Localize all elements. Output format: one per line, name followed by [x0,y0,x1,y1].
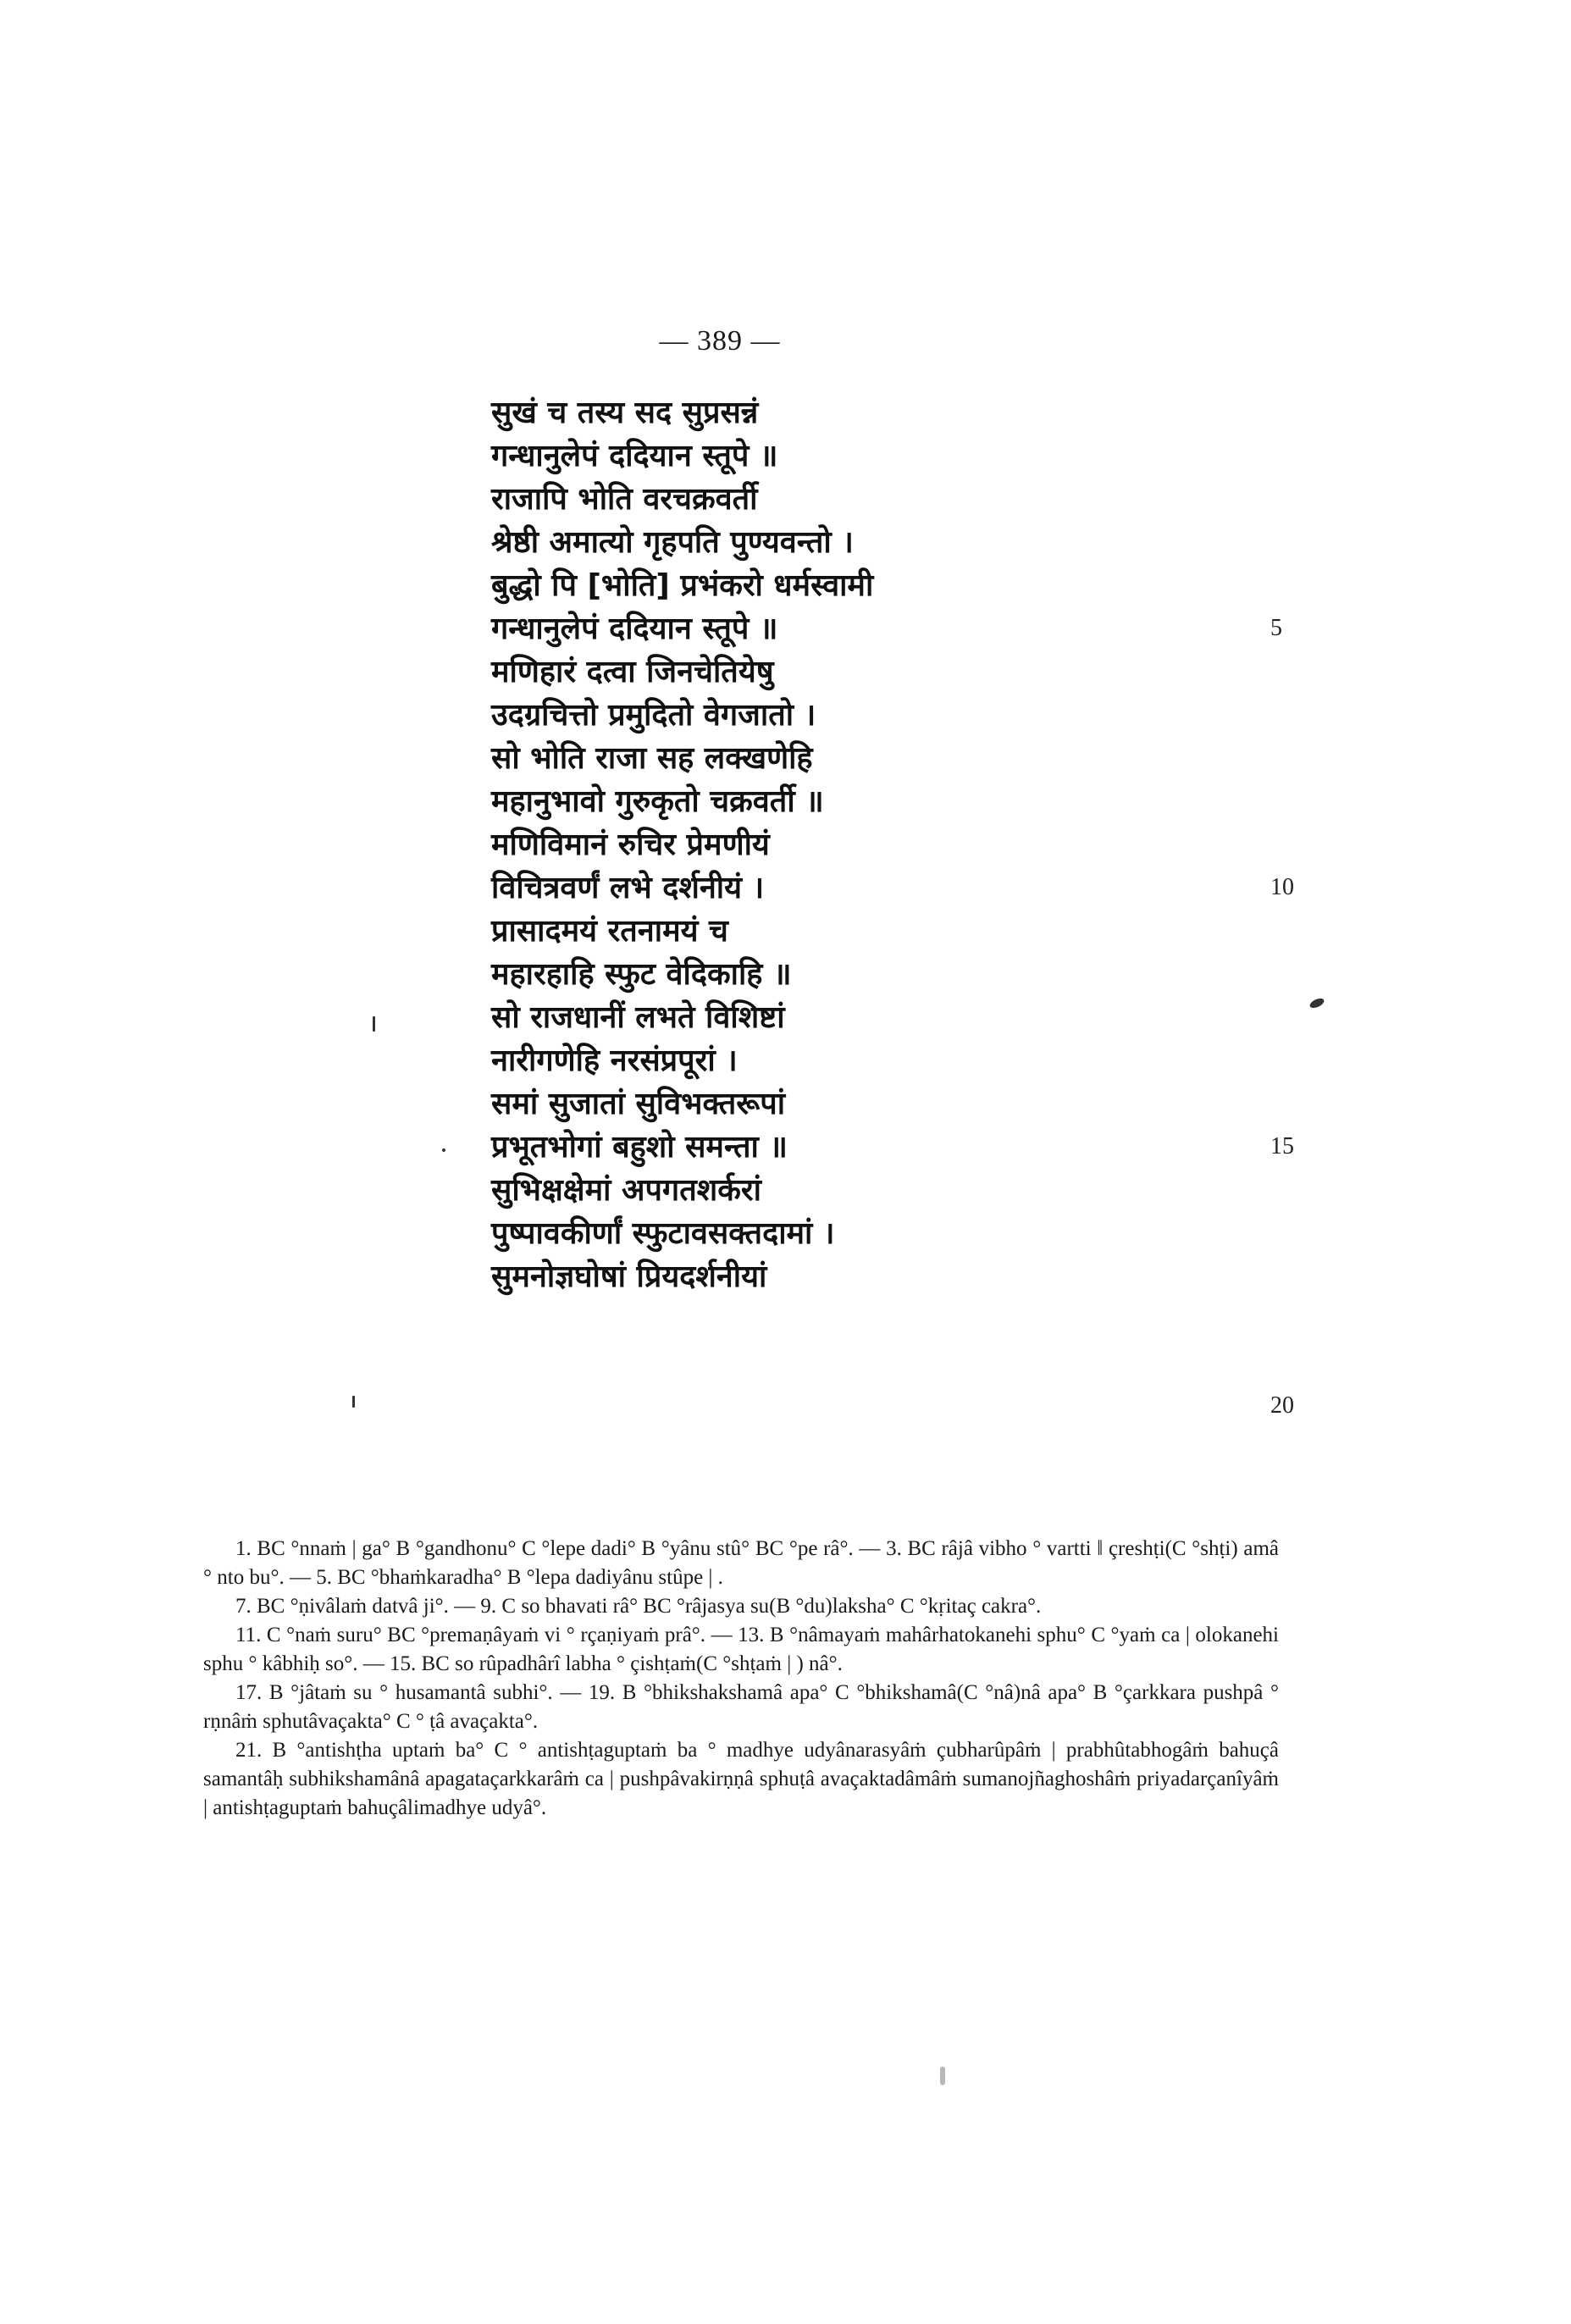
verse-line: नारीगणेहि नरसंप्रपूरां । [491,1043,738,1078]
verse-line: विचित्रवर्णं लभे दर्शनीयं । [491,871,765,905]
page-number: — 389 — [659,325,781,357]
verse-line: सो भोति राजा सह लक्खणेहि [491,741,813,776]
footnote: 21. B °antishṭha uptaṁ ba° C ° antishṭaguptaṁ ba ° madhye udyânarasyâṁ çubharûpâṁ | prabhûtabhogâṁ bahuçâ samantâḥ subhikshamânâ apagataçarkkarâṁ ca | pushpâvakirṇṇâ sphuṭâ avaçaktadâmâṁ sumanojñaghoshâṁ priyadarçanîyâṁ | antishṭaguptaṁ bahuçâlimadhye udyâ°. [203,1739,1279,1819]
line-number-marker: 15 [1270,1133,1294,1159]
verse-line: सुभिक्षक्षेमां अपगतशर्करां [491,1173,761,1208]
verse-line: सुमनोज्ञघोषां प्रियदर्शनीयां [491,1259,767,1294]
verse-line: श्रेष्ठी अमात्यो गृहपति पुण्यवन्तो । [491,525,854,560]
verse-line: सुखं च तस्य सद सुप्रसन्नं [491,396,759,430]
footnote: 1. BC °nnaṁ | ga° B °gandhonu° C °lepe dadi° B °yânu stû° BC °pe râ°. — 3. BC râjâ vibho ° vartti ‖ çreshṭi(C °shṭi) amâ ° nto bu°. — 5. BC °bhaṁkaradha° B °lepa dadiyânu stûpe | . [203,1537,1279,1589]
ink-speck [373,1016,375,1032]
verse-line: प्रभूतभोगां बहुशो समन्ता ॥ [491,1130,788,1165]
verse-line: मणिविमानं रुचिर प्रेमणीयं [491,827,770,862]
verse-line: उदग्रचित्तो प्रमुदितो वेगजातो । [491,698,816,733]
ink-speck [442,1148,445,1152]
critical-apparatus [203,1535,1279,1823]
line-number-marker: 20 [1270,1392,1294,1419]
verse-line: मणिहारं दत्वा जिनचेतियेषु [491,655,774,689]
verse-line: राजापि भोति वरचक्रवर्ती [491,482,758,517]
verse-line: पुष्पावकीर्णां स्फुटावसक्तदामां । [491,1216,835,1251]
footnote: 11. C °naṁ suru° BC °premaṇâyaṁ vi ° rçaṇiyaṁ prâ°. — 13. B °nâmayaṁ mahârhatokanehi sphu° C °yaṁ ca | olokanehi sphu ° kâbhiḥ so°. — 15. BC so rûpadhârî labha ° çishṭaṁ(C °shṭaṁ | ) nâ°. [203,1624,1279,1675]
verse-line: प्रासादमयं रतनामयं च [491,914,728,949]
verse-block [491,391,1253,1298]
verse-line: बुद्धो पि [भोति] प्रभंकरो धर्मस्वामी [491,568,874,603]
footnote: 7. BC °ṇivâlaṁ datvâ ji°. — 9. C so bhavati râ° BC °râjasya su(B °du)laksha° C °kṛitaç cakra°. [235,1595,1042,1618]
line-number-marker: 10 [1270,874,1294,900]
verse-line: गन्धानुलेपं ददियान स्तूपे ॥ [491,611,778,646]
ink-speck [940,2067,945,2085]
ink-speck [1308,997,1325,1010]
footnote: 17. B °jâtaṁ su ° husamantâ subhi°. — 19. B °bhikshakshamâ apa° C °bhikshamâ(C °nâ)nâ apa° B °çarkkara pushpâ ° rṇnâṁ sphutâvaçakta° C ° ṭâ avaçakta°. [203,1681,1279,1733]
verse-line: समां सुजातां सुविभक्तरूपां [491,1087,786,1121]
ink-speck [352,1396,355,1408]
verse-line: गन्धानुलेपं ददियान स्तूपे ॥ [491,439,778,473]
verse-line: महानुभावो गुरुकृतो चक्रवर्ती ॥ [491,784,824,819]
verse-line: सो राजधानीं लभते विशिष्टां [491,1000,785,1035]
line-number-marker: 5 [1270,615,1282,641]
verse-line: महारहाहि स्फुट वेदिकाहि ॥ [491,957,792,992]
